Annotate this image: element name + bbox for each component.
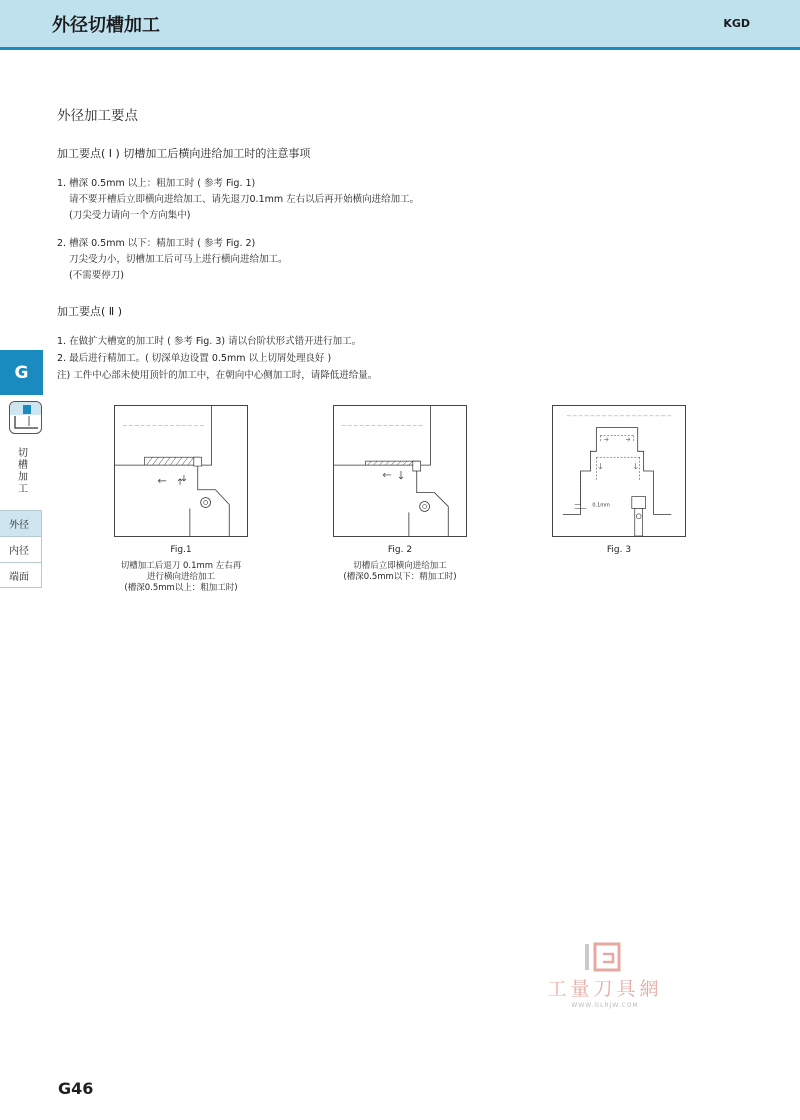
page-header bbox=[0, 0, 800, 50]
figure-1-diagram bbox=[114, 405, 248, 537]
watermark-mark-icon bbox=[585, 942, 625, 972]
figure-2-diagram bbox=[333, 405, 467, 537]
watermark-logo bbox=[535, 940, 675, 1020]
side-menu bbox=[0, 510, 42, 588]
point1-item1-line1: 请不要开槽后立即横向进给加工、请先退刀0.1mm 左右以后再开始横向进给加工。 bbox=[69, 194, 420, 205]
figure-1-caption-line2: 进行横向进给加工 bbox=[146, 572, 215, 582]
side-menu-item-inner[interactable]: 内径 bbox=[0, 536, 42, 562]
side-menu-item-face[interactable]: 端面 bbox=[0, 562, 42, 588]
grooving-tool-icon bbox=[9, 401, 42, 434]
figure-2-caption-line2: (槽深0.5mm以下：精加工时) bbox=[343, 572, 457, 582]
figure-1-label: Fig.1 bbox=[170, 545, 192, 555]
point1-item2-line1: 刀尖受力小，切槽加工后可马上进行横向进给加工。 bbox=[69, 254, 288, 265]
section-tab-g[interactable]: G bbox=[0, 350, 43, 395]
figure-1-caption-line1: 切槽加工后退刀 0.1mm 左右再 bbox=[120, 561, 242, 571]
point1-item1-heading: 1. 槽深 0.5mm 以上：粗加工时 ( 参考 Fig. 1) bbox=[57, 178, 256, 189]
figure-3-diagram bbox=[552, 405, 686, 537]
figure-2-caption-line1: 切槽后立即横向进给加工 bbox=[353, 561, 447, 571]
point1-item1-line2: (刀尖受力请向一个方向集中) bbox=[69, 210, 191, 221]
side-menu-item-outer[interactable]: 外径 bbox=[0, 510, 42, 536]
watermark-url: WWW.GLRJW.COM bbox=[571, 1002, 639, 1009]
section-title: 外径加工要点 bbox=[57, 108, 138, 124]
watermark-text: 工量刀具網 bbox=[547, 978, 663, 1000]
header-code: KGD bbox=[723, 17, 750, 30]
point2-line2: 2. 最后进行精加工。( 切深单边设置 0.5mm 以上切屑处理良好 ) bbox=[57, 353, 332, 364]
figure-2-label: Fig. 2 bbox=[387, 545, 413, 555]
point1-item2-line2: (不需要停刀) bbox=[69, 270, 124, 281]
sidebar-vertical-label: 切槽加工 bbox=[18, 448, 28, 495]
point2-line1: 1. 在做扩大槽宽的加工时 ( 参考 Fig. 3) 请以台阶状形式错开进行加工。 bbox=[57, 336, 362, 347]
point1-item2-heading: 2. 槽深 0.5mm 以下：精加工时 ( 参考 Fig. 2) bbox=[57, 238, 256, 249]
header-title: 外径切槽加工 bbox=[52, 15, 160, 36]
figure-3-dimension: 0.1mm bbox=[592, 502, 610, 509]
page-number: G46 bbox=[58, 1079, 94, 1098]
point2-title: 加工要点( Ⅱ ) bbox=[57, 305, 122, 318]
point2-note: 注) 工件中心部未使用顶针的加工中，在朝向中心侧加工时，请降低进给量。 bbox=[57, 370, 378, 381]
figure-3-label: Fig. 3 bbox=[606, 545, 632, 555]
point1-title: 加工要点( Ⅰ ) 切槽加工后横向进给加工时的注意事项 bbox=[57, 147, 311, 160]
figure-1-caption-line3: (槽深0.5mm以上：粗加工时) bbox=[124, 583, 238, 593]
